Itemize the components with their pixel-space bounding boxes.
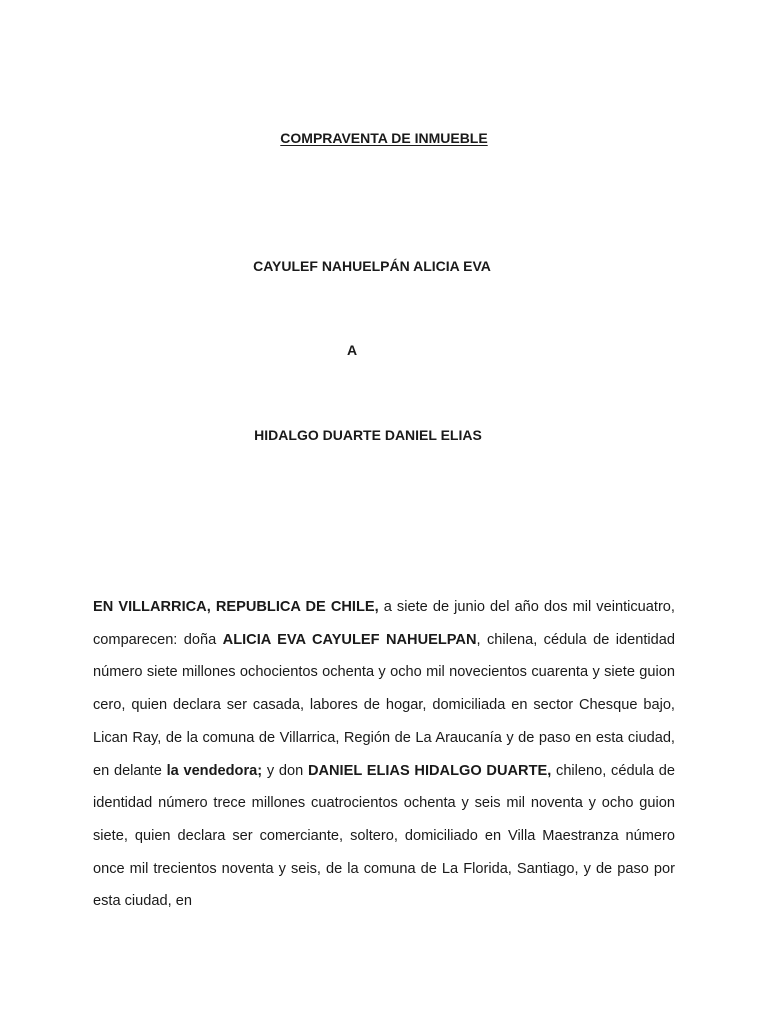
contract-body-paragraph: [93, 591, 675, 918]
buyer-name: DANIEL ELIAS HIDALGO DUARTE,: [307, 762, 552, 779]
contract-text-segment-4: chileno, cédula de identidad número trece millones cuatrocientos ochenta y seis mil noventa y ocho guion siete, quien declara ser comerciante, soltero, domiciliado en Villa Maestranza número once mil trecientos noventa y seis, de la comuna de La Florida, Santiago, y de paso por esta ciudad, en: [93, 762, 675, 910]
contract-text-segment-2: , chilena, cédula de identidad número siete millones ochocientos ochenta y ocho mil novecientos cuarenta y siete guion cero, quien declara ser casada, labores de hogar, domiciliada en sector Chesque bajo, Lican Ray, de la comuna de Villarrica, Región de La Araucanía y de paso en esta ciudad, en delante: [93, 631, 675, 779]
document-title: COMPRAVENTA DE INMUEBLE: [280, 130, 488, 146]
party-connector: A: [346, 342, 358, 358]
contract-text-segment-1: a siete de junio del año dos mil veinticuatro, comparecen: doña: [93, 599, 675, 648]
buyer-party-heading: HIDALGO DUARTE DANIEL ELIAS: [254, 427, 482, 443]
seller-name: ALICIA EVA CAYULEF NAHUELPAN: [222, 631, 477, 648]
seller-role: la vendedora;: [166, 762, 263, 779]
seller-party-heading: CAYULEF NAHUELPÁN ALICIA EVA: [253, 258, 491, 274]
contract-place: EN VILLARRICA, REPUBLICA DE CHILE,: [93, 599, 379, 615]
contract-text-segment-3: y don: [262, 762, 308, 779]
